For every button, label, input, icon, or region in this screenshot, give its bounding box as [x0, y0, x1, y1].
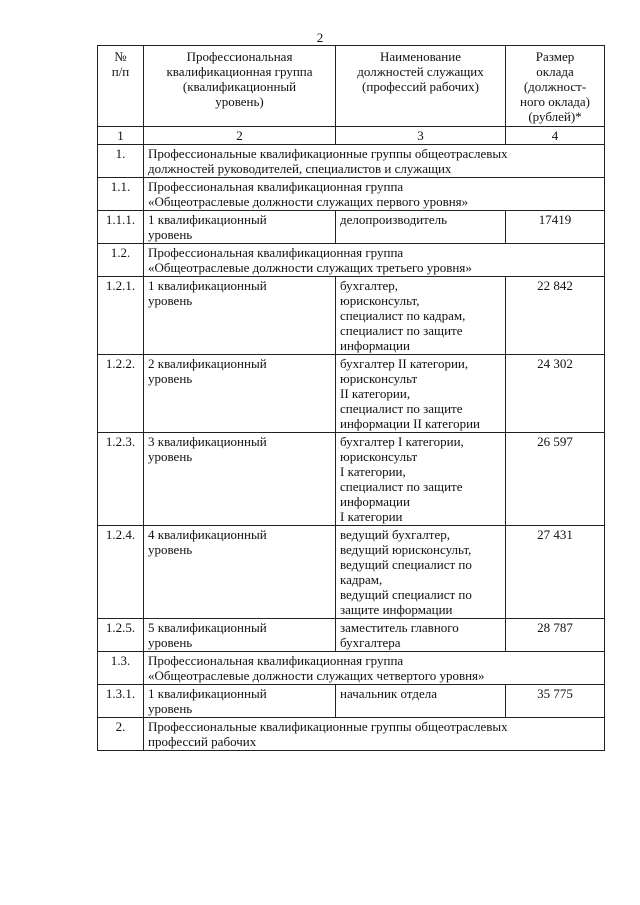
text-line: специалист по защите — [340, 323, 463, 338]
text-line: 1 квалификационный — [148, 212, 267, 227]
row-number: 1.3.1. — [98, 685, 144, 718]
text-line: должностей служащих — [357, 64, 484, 79]
column-index: 4 — [506, 127, 605, 145]
text-line: 1 квалификационный — [148, 686, 267, 701]
text-line: (рублей)* — [528, 109, 582, 124]
row-number: 1.2.4. — [98, 526, 144, 619]
salary-amount: 35 775 — [506, 685, 605, 718]
text-line: оклада — [536, 64, 574, 79]
text-line: I категории, — [340, 464, 406, 479]
section-row — [98, 652, 605, 685]
column-index: 1 — [98, 127, 144, 145]
position-names — [336, 433, 506, 526]
salary-amount: 17419 — [506, 211, 605, 244]
position-names — [336, 277, 506, 355]
text-line: уровень) — [215, 94, 264, 109]
salary-table — [97, 45, 605, 751]
text-line: Профессиональная квалификационная группа — [148, 179, 404, 194]
text-line: уровень — [148, 293, 193, 308]
qualification-level — [144, 526, 336, 619]
text-line: 1 квалификационный — [148, 278, 267, 293]
qualification-level — [144, 211, 336, 244]
text-line: ведущий специалист по — [340, 587, 472, 602]
qualification-level — [144, 277, 336, 355]
text-line: № — [114, 49, 127, 64]
text-line: «Общеотраслевые должности служащих первого уровня» — [148, 194, 469, 209]
text-line: должностей руководителей, специалистов и служащих — [148, 161, 452, 176]
qualification-level — [144, 433, 336, 526]
row-number: 1.1. — [98, 178, 144, 211]
section-row — [98, 718, 605, 751]
text-line: бухгалтера — [340, 635, 401, 650]
position-names — [336, 211, 506, 244]
text-line: Наименование — [380, 49, 461, 64]
table-row — [98, 526, 605, 619]
text-line: «Общеотраслевые должности служащих третьего уровня» — [148, 260, 472, 275]
header-group — [144, 46, 336, 127]
text-line: уровень — [148, 542, 193, 557]
text-line: профессий рабочих — [148, 734, 257, 749]
row-number: 2. — [98, 718, 144, 751]
text-line: специалист по защите — [340, 479, 463, 494]
text-line: специалист по защите — [340, 401, 463, 416]
text-line: информации II категории — [340, 416, 481, 431]
text-line: ведущий специалист по — [340, 557, 472, 572]
header-row — [98, 46, 605, 127]
table-row — [98, 277, 605, 355]
text-line: уровень — [148, 227, 193, 242]
text-line: 3 квалификационный — [148, 434, 267, 449]
salary-amount: 24 302 — [506, 355, 605, 433]
text-line: Профессиональная — [186, 49, 293, 64]
table-body — [98, 145, 605, 751]
text-line: квалификационная группа — [166, 64, 313, 79]
position-names — [336, 526, 506, 619]
position-names — [336, 685, 506, 718]
text-line: 2 квалификационный — [148, 356, 267, 371]
table-row — [98, 211, 605, 244]
text-line: специалист по кадрам, — [340, 308, 466, 323]
text-line: Профессиональные квалификационные группы общеотраслевых — [148, 719, 508, 734]
text-line: уровень — [148, 449, 193, 464]
page-number: 2 — [316, 30, 324, 45]
row-number: 1.2.3. — [98, 433, 144, 526]
text-line: юрисконсульт — [340, 371, 418, 386]
table-row — [98, 355, 605, 433]
text-line: ного оклада) — [519, 94, 590, 109]
section-row — [98, 244, 605, 277]
text-line: бухгалтер II категории, — [340, 356, 469, 371]
header-num — [98, 46, 144, 127]
salary-amount: 26 597 — [506, 433, 605, 526]
qualification-level — [144, 619, 336, 652]
table-row — [98, 685, 605, 718]
header-salary — [506, 46, 605, 127]
table-row — [98, 433, 605, 526]
row-number: 1.1.1. — [98, 211, 144, 244]
text-line: бухгалтер I категории, — [340, 434, 464, 449]
section-title — [144, 244, 605, 277]
section-row — [98, 145, 605, 178]
section-title — [144, 178, 605, 211]
text-line: начальник отдела — [340, 686, 438, 701]
column-index: 2 — [144, 127, 336, 145]
text-line: II категории, — [340, 386, 411, 401]
column-index-row — [98, 127, 605, 145]
text-line: защите информации — [340, 602, 453, 617]
text-line: юрисконсульт — [340, 449, 418, 464]
position-names — [336, 355, 506, 433]
text-line: I категории — [340, 509, 403, 524]
text-line: Профессиональная квалификационная группа — [148, 245, 404, 260]
text-line: (квалификационный — [182, 79, 297, 94]
text-line: «Общеотраслевые должности служащих четвертого уровня» — [148, 668, 485, 683]
row-number: 1.2. — [98, 244, 144, 277]
section-title — [144, 145, 605, 178]
text-line: Профессиональные квалификационные группы общеотраслевых — [148, 146, 508, 161]
row-number: 1.3. — [98, 652, 144, 685]
section-title — [144, 652, 605, 685]
row-number: 1.2.5. — [98, 619, 144, 652]
text-line: ведущий бухгалтер, — [340, 527, 450, 542]
text-line: кадрам, — [340, 572, 383, 587]
text-line: уровень — [148, 635, 193, 650]
section-title — [144, 718, 605, 751]
qualification-level — [144, 355, 336, 433]
text-line: Размер — [535, 49, 575, 64]
text-line: (должност- — [523, 79, 587, 94]
text-line: п/п — [111, 64, 130, 79]
text-line: информации — [340, 338, 410, 353]
salary-amount: 27 431 — [506, 526, 605, 619]
section-row — [98, 178, 605, 211]
text-line: информации — [340, 494, 410, 509]
column-index: 3 — [336, 127, 506, 145]
text-line: юрисконсульт, — [340, 293, 420, 308]
text-line: 5 квалификационный — [148, 620, 267, 635]
row-number: 1.2.2. — [98, 355, 144, 433]
text-line: уровень — [148, 701, 193, 716]
row-number: 1. — [98, 145, 144, 178]
position-names — [336, 619, 506, 652]
salary-amount: 28 787 — [506, 619, 605, 652]
text-line: ведущий юрисконсульт, — [340, 542, 472, 557]
text-line: делопроизводитель — [340, 212, 448, 227]
row-number: 1.2.1. — [98, 277, 144, 355]
text-line: заместитель главного — [340, 620, 459, 635]
text-line: 4 квалификационный — [148, 527, 267, 542]
salary-amount: 22 842 — [506, 277, 605, 355]
table-row — [98, 619, 605, 652]
text-line: Профессиональная квалификационная группа — [148, 653, 404, 668]
text-line: бухгалтер, — [340, 278, 399, 293]
text-line: (профессий рабочих) — [362, 79, 479, 94]
text-line: уровень — [148, 371, 193, 386]
qualification-level — [144, 685, 336, 718]
header-positions — [336, 46, 506, 127]
